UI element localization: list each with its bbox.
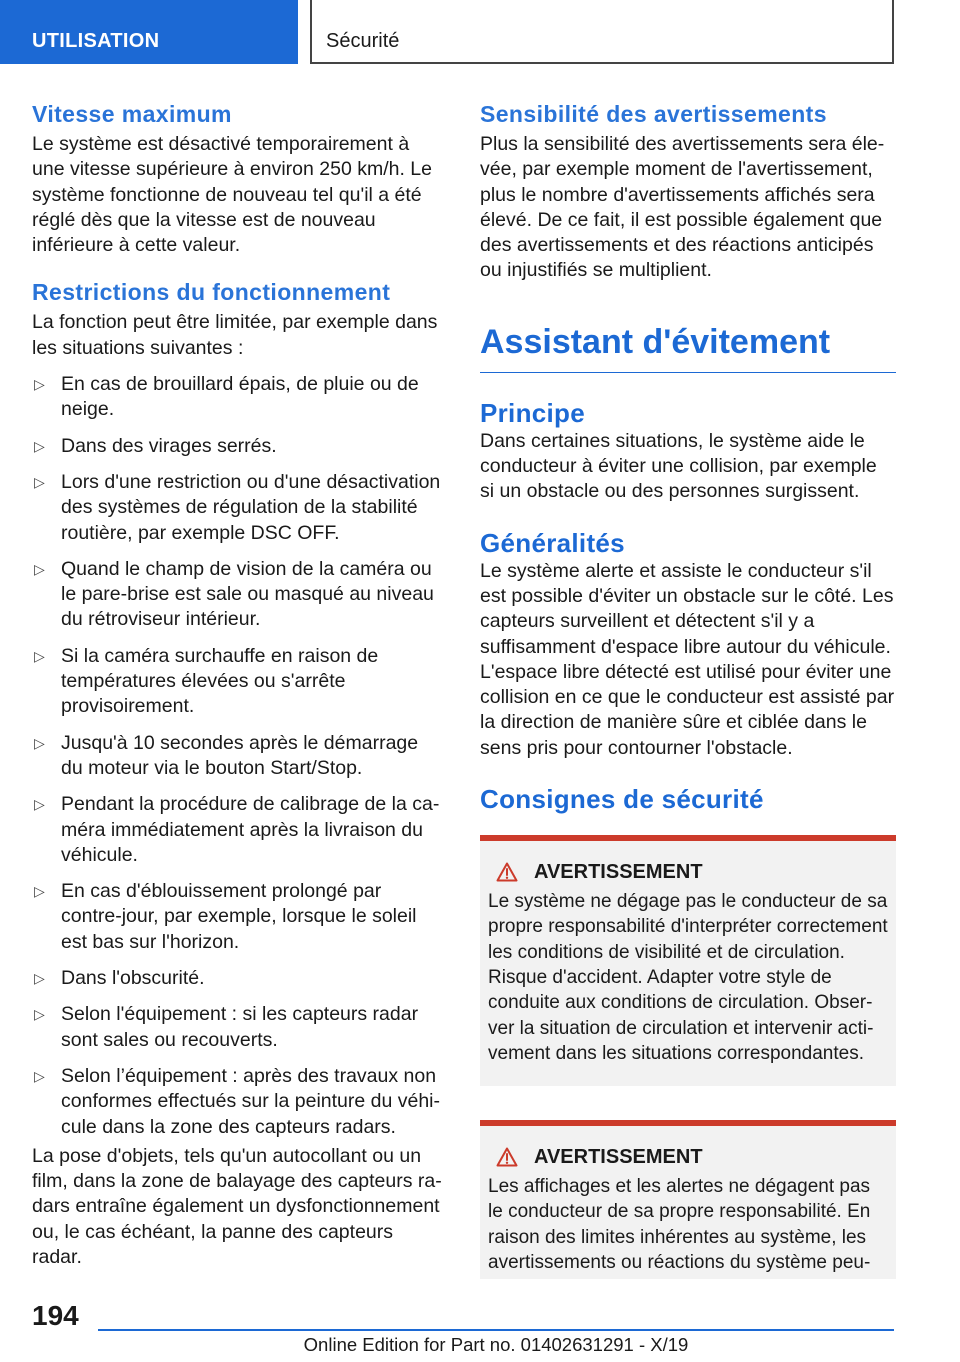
generalites-text: Le système alerte et assiste le conducteur s'il est possible d'éviter un obstacle sur le côté. Les capteurs surveillent et détectent s'il y a suffisamment d'espace libre autour du véhicule. L'espace libre détecté est utilisé pour éviter une collision en ce que le conducteur est assisté par la direction de manière sûre et ciblée dans le sens pris pour contourner l'obstacle.	[480, 559, 895, 759]
list-item: ▷ Si la caméra surchauffe en raison de températures élevées ou s'arrête provisoirement.	[34, 644, 379, 718]
principe-text: Dans certaines situations, le système aide le conducteur à éviter une collision, par exemple si un obstacle ou des personnes surgissent.	[480, 429, 877, 503]
header-subsection-label: Sécurité	[326, 30, 400, 52]
list-item: ▷ Pendant la procédure de calibrage de la caméra immédiatement après la livraison du véhicule.	[34, 793, 440, 866]
triangle-bullet-icon: ▷	[34, 473, 45, 490]
list-item: ▷ Selon l'équipement : si les capteurs radar sont sales ou recouverts.	[34, 1003, 419, 1051]
restrictions-outro: La pose d'objets, tels qu'un autocollant ou un film, dans la zone de balayage des capteurs radars entraîne également un dysfonctionnement ou, le cas échéant, la panne des capteurs radar.	[32, 1144, 442, 1268]
warning-box	[480, 835, 896, 1086]
sensibilite-heading: Sensibilité des avertissements	[480, 101, 827, 127]
chapter-title: Assistant d'évitement	[480, 320, 896, 373]
triangle-bullet-icon: ▷	[34, 1006, 45, 1023]
right-column	[480, 100, 896, 1279]
warning-text: Les affichages et les alertes ne dégagent pas le conducteur de sa propre responsabilité. En raison des limites inhérentes au système, les avertissements ou réactions du système peu-	[488, 1176, 871, 1274]
page-number: 194	[32, 1300, 79, 1331]
vitesse-heading: Vitesse maximum	[32, 101, 232, 127]
warning-label: AVERTISSEMENT	[534, 1146, 703, 1169]
footer-edition: Online Edition for Part no. 01402631291 - X/19	[303, 1334, 689, 1355]
principe-heading: Principe	[480, 397, 585, 428]
list-item: ▷ Quand le champ de vision de la caméra ou le pare-brise est sale ou masqué au niveau du rétroviseur intérieur.	[34, 557, 434, 631]
triangle-bullet-icon: ▷	[34, 734, 45, 751]
header-section-tab	[0, 0, 298, 64]
warning-box	[480, 1120, 896, 1279]
triangle-bullet-icon: ▷	[34, 1067, 45, 1084]
restrictions-heading: Restrictions du fonctionnement	[32, 279, 391, 306]
triangle-bullet-icon: ▷	[34, 437, 45, 454]
warning-label: AVERTISSEMENT	[534, 861, 703, 884]
footer-divider	[98, 1329, 894, 1331]
warning-text: Le système ne dégage pas le conducteur de sa propre responsabilité d'interpréter correctement les conditions de visibilité et de circulation. Risque d'accident. Adapter votre style de conduite aux conditions de circulation. Observer la situation de circulation et intervenir activement dans les situations correspondantes.	[488, 891, 888, 1064]
header-section-label: UTILISATION	[32, 30, 160, 52]
list-item: ▷ Jusqu'à 10 secondes après le démarrage du moteur via le bouton Start/Stop.	[34, 731, 419, 779]
list-item: ▷ En cas de brouillard épais, de pluie ou de neige.	[34, 373, 419, 421]
warning-title	[488, 1144, 888, 1170]
list-item: ▷ Dans l'obscurité.	[32, 966, 444, 991]
list-item: ▷ Dans des virages serrés.	[32, 434, 444, 459]
warning-triangle-icon	[496, 862, 518, 882]
warning-title	[488, 859, 888, 885]
triangle-bullet-icon: ▷	[34, 560, 45, 577]
triangle-bullet-icon: ▷	[34, 796, 45, 813]
left-column	[32, 100, 444, 1270]
triangle-bullet-icon: ▷	[34, 883, 45, 900]
header-subsection-box	[310, 0, 894, 64]
warning-triangle-icon	[496, 1147, 518, 1167]
list-item: ▷ En cas d'éblouissement prolongé par contre-jour, par exemple, lorsque le soleil est bas sur l'horizon.	[34, 880, 417, 953]
restrictions-intro: La fonction peut être limitée, par exemple dans les situations suivantes :	[32, 311, 438, 359]
list-item: ▷ Lors d'une restriction ou d'une désactivation des systèmes de régulation de la stabilité routière, par exemple DSC OFF.	[34, 470, 441, 544]
triangle-bullet-icon: ▷	[34, 376, 45, 393]
generalites-heading: Généralités	[480, 527, 625, 558]
triangle-bullet-icon: ▷	[34, 970, 45, 987]
triangle-bullet-icon: ▷	[34, 647, 45, 664]
list-item: ▷ Selon l’équipement : après des travaux non conformes effectués sur la peinture du véhicule dans la zone des capteurs radars.	[34, 1064, 441, 1138]
restrictions-list	[32, 372, 444, 1140]
vitesse-text: Le système est désactivé temporairement à une vitesse supérieure à environ 250 km/h. Le système fonctionne de nouveau tel qu'il a été réglé dès que la vitesse est de nouveau inférieure à cette valeur.	[32, 133, 432, 257]
consignes-heading: Consignes de sécurité	[480, 784, 764, 815]
sensibilite-text: Plus la sensibilité des avertissements sera élevée, par exemple moment de l'avertissement, plus le nombre d'avertissements affichés sera élevé. De ce fait, il est possible également que des avertissements et des réactions anticipés ou injustifiés se multiplient.	[480, 133, 885, 282]
